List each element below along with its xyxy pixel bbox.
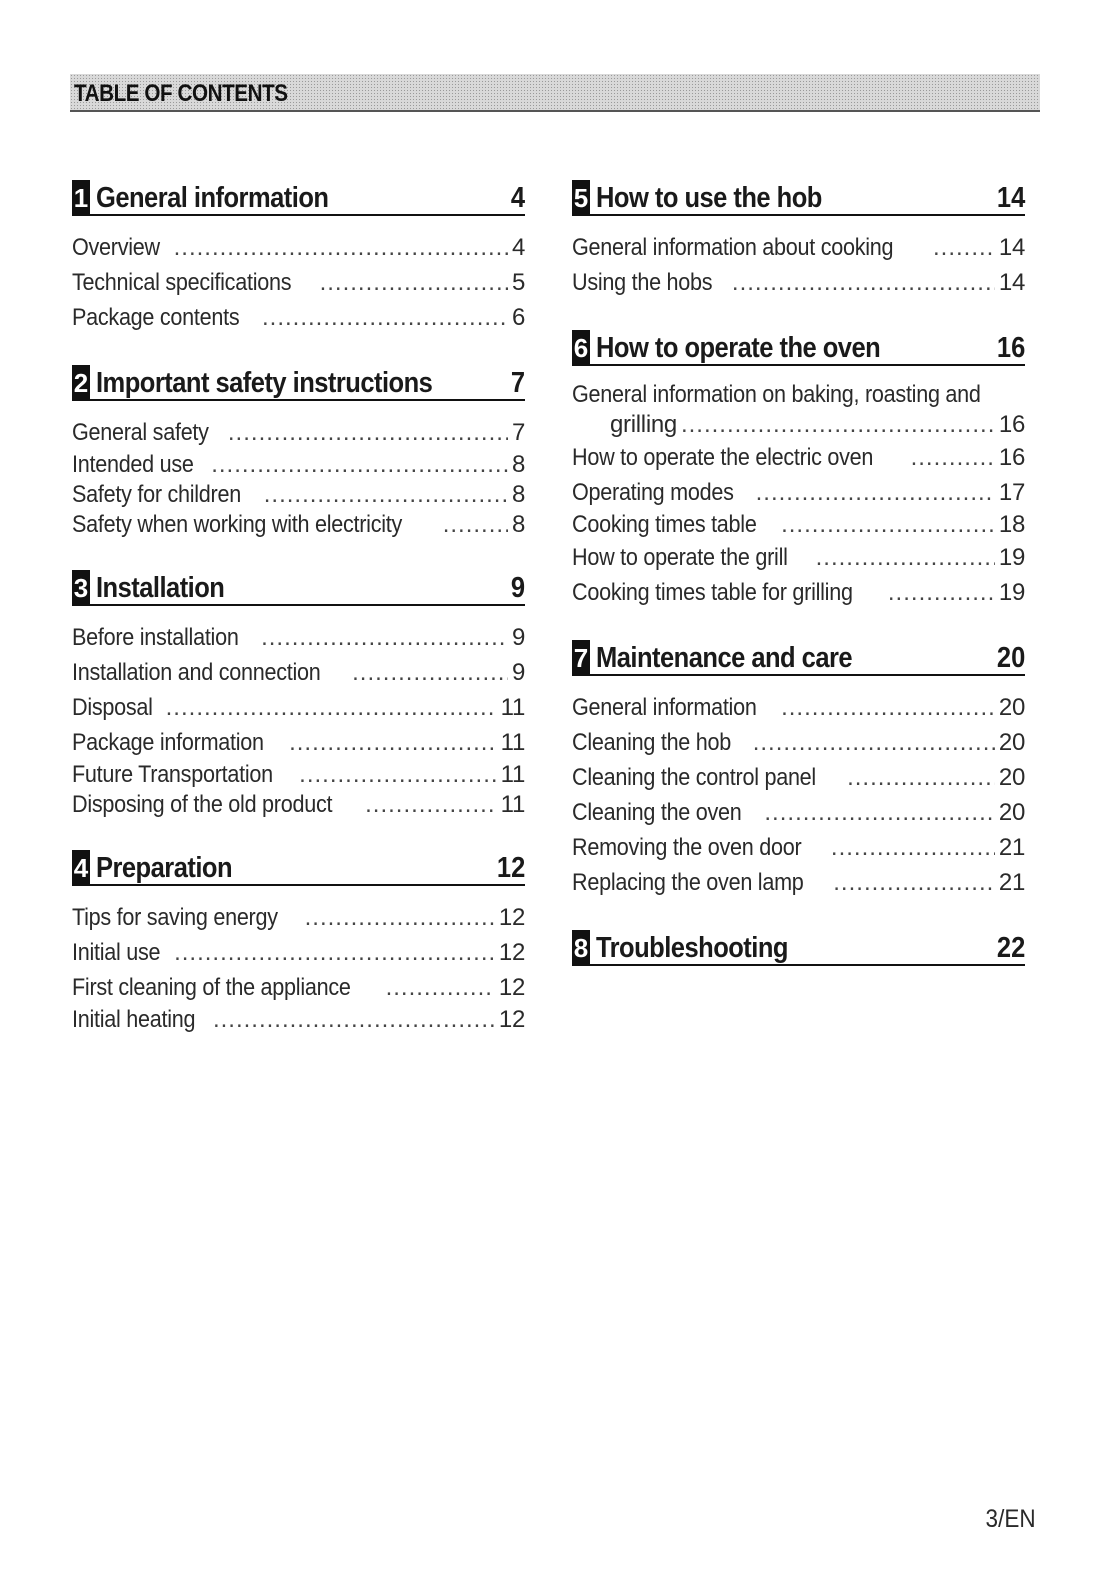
entry-page: 14: [998, 234, 1025, 261]
section-number-badge: 8: [572, 930, 590, 966]
entry-page: 20: [998, 694, 1025, 721]
toc-entry[interactable]: [72, 620, 525, 655]
entry-page: 12: [498, 939, 525, 966]
section-title: Preparation: [96, 852, 233, 884]
toc-entry[interactable]: [72, 900, 525, 935]
section-page: 12: [496, 852, 525, 884]
section-title: How to use the hob: [596, 182, 822, 214]
entry-page: 5: [511, 269, 525, 296]
dot-leader: [831, 830, 995, 865]
toc-section-2: [72, 361, 525, 540]
section-title: Important safety instructions: [96, 367, 433, 399]
toc-header-bar: [70, 74, 1040, 112]
entry-label: How to operate the grill: [572, 544, 788, 571]
entry-label: General safety: [72, 419, 209, 446]
entry-label: Future Transportation: [72, 761, 273, 788]
entry-page: 20: [998, 799, 1025, 826]
dot-leader: [753, 725, 995, 760]
section-page: 16: [996, 332, 1025, 364]
entry-page: 16: [998, 444, 1025, 471]
dot-leader: [933, 230, 995, 265]
entry-label: First cleaning of the appliance: [72, 974, 351, 1001]
entry-label: Cooking times table: [572, 511, 757, 538]
dot-leader: [166, 690, 497, 725]
toc-entry[interactable]: [572, 440, 1025, 475]
entry-page: 14: [998, 269, 1025, 296]
toc-entry[interactable]: [572, 575, 1025, 610]
section-number-badge: 4: [72, 850, 90, 886]
entry-label: Operating modes: [572, 479, 734, 506]
section-number-badge: 1: [72, 180, 90, 216]
entry-label: Package contents: [72, 304, 240, 331]
entry-page: 11: [500, 791, 525, 818]
section-title: Maintenance and care: [596, 642, 853, 674]
section-number-badge: 7: [572, 640, 590, 676]
toc-entry[interactable]: [72, 480, 525, 510]
section-heading[interactable]: [72, 361, 525, 401]
toc-section-5: [572, 176, 1025, 300]
toc-entry[interactable]: [572, 725, 1025, 760]
entry-label: Replacing the oven lamp: [572, 869, 804, 896]
entry-label: Safety for children: [72, 481, 241, 508]
entry-label: Using the hobs: [572, 269, 713, 296]
toc-entry[interactable]: [72, 450, 525, 480]
dot-leader: [213, 1005, 495, 1035]
entry-label: General information about cooking: [572, 234, 894, 261]
entry-label: Package information: [72, 729, 264, 756]
dot-leader: [174, 230, 508, 265]
entry-page: 8: [511, 481, 525, 508]
section-heading[interactable]: [572, 926, 1025, 966]
dot-leader: [211, 450, 508, 480]
dot-leader: [732, 265, 995, 300]
entry-label: Before installation: [72, 624, 239, 651]
entry-label: Cleaning the oven: [572, 799, 742, 826]
entry-label-line2: grilling: [610, 411, 677, 438]
toc-entry[interactable]: [72, 265, 525, 300]
section-heading[interactable]: [572, 636, 1025, 676]
dot-leader: [289, 725, 497, 760]
toc-entry[interactable]: [572, 510, 1025, 540]
toc-entry[interactable]: [72, 970, 525, 1005]
toc-entry[interactable]: [72, 510, 525, 540]
entry-page: 17: [998, 479, 1025, 506]
toc-entry[interactable]: [72, 655, 525, 690]
section-heading[interactable]: [572, 176, 1025, 216]
toc-section-4: [72, 846, 525, 1035]
section-title: Troubleshooting: [596, 932, 788, 964]
toc-entry[interactable]: [72, 935, 525, 970]
entry-page: 11: [500, 729, 525, 756]
toc-section-6: [572, 326, 1025, 610]
section-page: 20: [996, 642, 1025, 674]
dot-leader: [264, 480, 508, 510]
toc-entry[interactable]: [572, 380, 1025, 440]
section-title: How to operate the oven: [596, 332, 881, 364]
toc-entry[interactable]: [572, 760, 1025, 795]
entry-page: 19: [998, 579, 1025, 606]
dot-leader: [888, 575, 995, 610]
entry-page: 9: [511, 659, 525, 686]
entry-label: Removing the oven door: [572, 834, 802, 861]
entry-label: Intended use: [72, 451, 194, 478]
entry-label: Initial use: [72, 939, 161, 966]
entry-page: 7: [511, 419, 525, 446]
section-number-badge: 2: [72, 365, 90, 401]
entry-page: 11: [500, 694, 525, 721]
entry-label: Disposing of the old product: [72, 791, 333, 818]
entry-label: Safety when working with electricity: [72, 511, 403, 538]
entry-page: 18: [998, 511, 1025, 538]
entry-page: 8: [511, 451, 525, 478]
section-title: Installation: [96, 572, 225, 604]
entry-label: Tips for saving energy: [72, 904, 278, 931]
dot-leader: [352, 655, 508, 690]
dot-leader: [261, 620, 508, 655]
section-heading[interactable]: [572, 326, 1025, 366]
toc-entry[interactable]: [572, 540, 1025, 575]
dot-leader: [756, 475, 995, 510]
entry-page: 12: [498, 974, 525, 1001]
toc-entry[interactable]: [72, 760, 525, 790]
toc-entry[interactable]: [572, 475, 1025, 510]
toc-section-8: [572, 926, 1025, 966]
toc-entry[interactable]: [72, 300, 525, 335]
entry-page: 6: [511, 304, 525, 331]
entry-page: 8: [511, 511, 525, 538]
toc-entry[interactable]: [72, 1005, 525, 1035]
page-number: 3/EN: [985, 1505, 1036, 1533]
section-number-badge: 3: [72, 570, 90, 606]
toc-entry[interactable]: [572, 230, 1025, 265]
toc-entry[interactable]: [72, 230, 525, 265]
dot-leader: [305, 900, 495, 935]
toc-title: TABLE OF CONTENTS: [74, 80, 288, 107]
toc-entry[interactable]: [572, 795, 1025, 830]
dot-leader: [816, 540, 995, 575]
entry-label: Cleaning the control panel: [572, 764, 816, 791]
entry-page: 4: [511, 234, 525, 261]
section-heading[interactable]: [72, 566, 525, 606]
toc-section-7: [572, 636, 1025, 900]
dot-leader: [386, 970, 495, 1005]
toc-right-column: [572, 176, 1025, 992]
section-heading[interactable]: [72, 846, 525, 886]
section-page: 4: [510, 182, 525, 214]
entry-label: How to operate the electric oven: [572, 444, 874, 471]
dot-leader: [365, 790, 497, 820]
toc-left-column: [72, 176, 525, 1061]
section-page: 9: [510, 572, 525, 604]
entry-page: 19: [998, 544, 1025, 571]
dot-leader: [681, 410, 995, 440]
dot-leader: [443, 510, 508, 540]
entry-page: 16: [998, 411, 1025, 438]
toc-entry[interactable]: [72, 790, 525, 820]
entry-page: 20: [998, 764, 1025, 791]
dot-leader: [781, 510, 995, 540]
dot-leader: [299, 760, 497, 790]
entry-page: 20: [998, 729, 1025, 756]
toc-section-1: [72, 176, 525, 335]
toc-entry[interactable]: [572, 690, 1025, 725]
entry-page: 11: [500, 761, 525, 788]
toc-entry[interactable]: [572, 865, 1025, 900]
dot-leader: [911, 440, 995, 475]
toc-entry[interactable]: [72, 690, 525, 725]
section-number-badge: 6: [572, 330, 590, 366]
dot-leader: [833, 865, 995, 900]
entry-label: Overview: [72, 234, 160, 261]
dot-leader: [320, 265, 508, 300]
entry-label-line1: General information on baking, roasting and: [572, 381, 981, 408]
entry-label: Cleaning the hob: [572, 729, 732, 756]
section-page: 14: [996, 182, 1025, 214]
entry-page: 21: [998, 834, 1025, 861]
entry-label: Disposal: [72, 694, 153, 721]
section-heading[interactable]: [72, 176, 525, 216]
dot-leader: [262, 300, 508, 335]
section-page: 7: [510, 367, 525, 399]
toc-entry[interactable]: [72, 725, 525, 760]
toc-section-3: [72, 566, 525, 820]
entry-page: 9: [511, 624, 525, 651]
entry-page: 12: [498, 1006, 525, 1033]
toc-entry[interactable]: [572, 265, 1025, 300]
entry-page: 12: [498, 904, 525, 931]
toc-entry[interactable]: [72, 415, 525, 450]
section-page: 22: [996, 932, 1025, 964]
entry-label: Technical specifications: [72, 269, 292, 296]
entry-label: General information: [572, 694, 757, 721]
entry-label: Initial heating: [72, 1006, 196, 1033]
entry-page: 21: [998, 869, 1025, 896]
dot-leader: [781, 690, 995, 725]
dot-leader: [228, 415, 508, 450]
dot-leader: [847, 760, 995, 795]
entry-label: Cooking times table for grilling: [572, 579, 853, 606]
toc-entry[interactable]: [572, 830, 1025, 865]
section-title: General information: [96, 182, 329, 214]
dot-leader: [764, 795, 995, 830]
section-number-badge: 5: [572, 180, 590, 216]
dot-leader: [174, 935, 495, 970]
entry-label: Installation and connection: [72, 659, 321, 686]
